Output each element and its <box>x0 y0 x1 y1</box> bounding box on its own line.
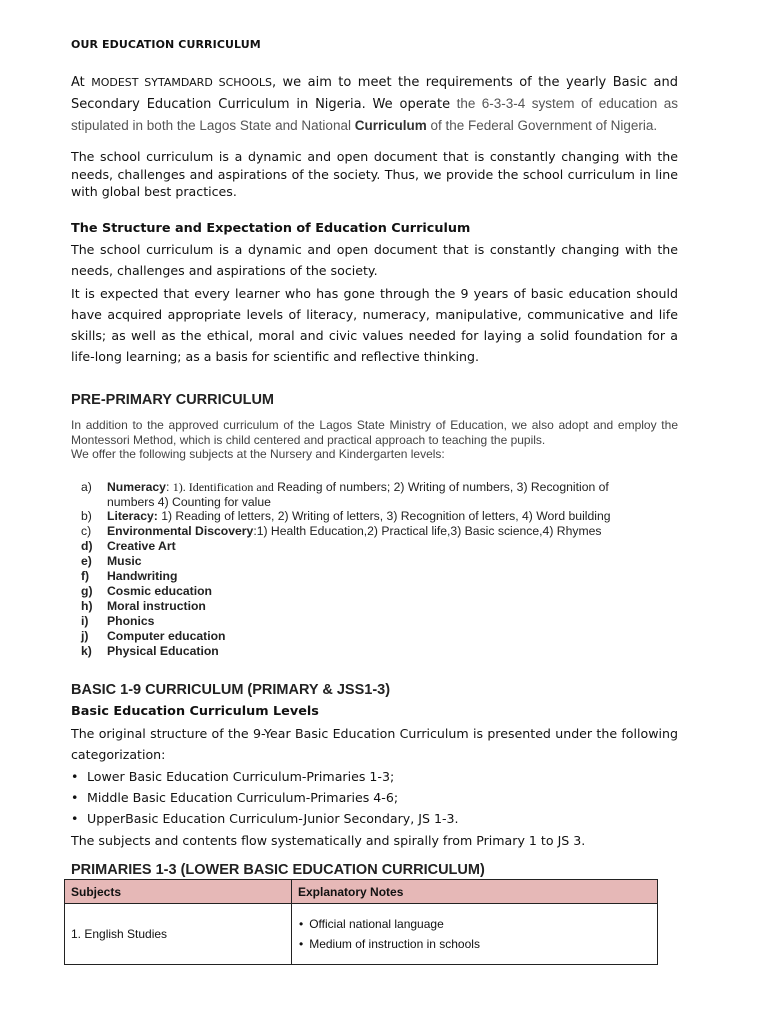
list-item: f) Handwriting <box>81 569 178 583</box>
col-subjects-header: Subjects <box>65 880 292 904</box>
note-item: • Official national language <box>312 914 651 934</box>
table-header-row <box>65 880 658 904</box>
table-row <box>65 904 658 965</box>
preprimary-paragraph-1: In addition to the approved curriculum of the Lagos State Ministry of Education, we also adopt and employ the Montessori Method, which is child centered and practical approach to teaching the pupils. <box>71 418 678 447</box>
school-name: MODEST SYTAMDARD SCHOOLS <box>91 76 272 89</box>
bullet-item: • Lower Basic Education Curriculum-Primaries 1-3; <box>71 769 395 784</box>
note-item: • Medium of instruction in schools <box>312 934 651 954</box>
structure-paragraph-1: The school curriculum is a dynamic and open document that is constantly changing with the needs, challenges and aspirations of the society. <box>71 242 678 278</box>
structure-paragraph-2: It is expected that every learner who has gone through the 9 years of basic education should have acquired appropriate levels of literacy, numeracy, manipulative, communicative and life skills; as well as the ethical, moral and civic values needed for laying a solid foundation for a life-long learning; as a basis for scientific and reflective thinking. <box>71 286 678 364</box>
primaries-heading: PRIMARIES 1-3 (LOWER BASIC EDUCATION CURRICULUM) <box>71 862 485 878</box>
basic-paragraph-2: The subjects and contents flow systematically and spirally from Primary 1 to JS 3. <box>71 833 586 848</box>
list-item: c) Environmental Discovery:1) Health Education,2) Practical life,3) Basic science,4) Rhymes <box>81 524 602 538</box>
bullet-item: • UpperBasic Education Curriculum-Junior Secondary, JS 1-3. <box>71 811 459 826</box>
basic-heading: BASIC 1-9 CURRICULUM (PRIMARY & JSS1-3) <box>71 682 391 698</box>
list-item: k) Physical Education <box>81 644 219 658</box>
list-item: j) Computer education <box>81 629 226 643</box>
basic-paragraph-1: The original structure of the 9-Year Basic Education Curriculum is presented under the following categorization: <box>71 726 678 762</box>
subject-cell: 1. English Studies <box>65 904 292 965</box>
bullet-item: • Middle Basic Education Curriculum-Primaries 4-6; <box>71 790 399 805</box>
list-item: h) Moral instruction <box>81 599 206 613</box>
structure-heading: The Structure and Expectation of Education Curriculum <box>71 221 471 236</box>
list-item: d) Creative Art <box>81 539 176 553</box>
curriculum-paragraph: The school curriculum is a dynamic and open document that is constantly changing with the needs, challenges and aspirations of the society. Thus, we provide the school curriculum in line with global best practices. <box>71 149 678 199</box>
preprimary-paragraph-2: We offer the following subjects at the Nursery and Kindergarten levels: <box>71 447 445 461</box>
list-item: e) Music <box>81 554 142 568</box>
col-notes-header: Explanatory Notes <box>292 880 658 904</box>
preprimary-heading: PRE-PRIMARY CURRICULUM <box>71 392 274 408</box>
list-item: b) Literacy: 1) Reading of letters, 2) Writing of letters, 3) Recognition of letters, 4) Word building <box>81 509 611 523</box>
list-item: a) Numeracy: 1). Identification and Reading of numbers; 2) Writing of numbers, 3) Recognition of <box>81 480 609 494</box>
list-item: g) Cosmic education <box>81 584 212 598</box>
list-item-continuation: numbers 4) Counting for value <box>107 495 271 509</box>
preprimary-subject-list <box>81 480 678 659</box>
notes-cell <box>292 904 658 965</box>
intro-paragraph: At MODEST SYTAMDARD SCHOOLS, we aim to meet the requirements of the yearly Basic and Secondary Education Curriculum in Nigeria. We operate the 6-3-3-4 system of education as stipulated in both the Lagos State and National Curriculum of the Federal Government of Nigeria. <box>71 75 679 133</box>
basic-subheading: Basic Education Curriculum Levels <box>71 704 319 719</box>
list-item: i) Phonics <box>81 614 155 628</box>
curriculum-table <box>64 879 658 965</box>
document-title: OUR EDUCATION CURRICULUM <box>71 38 261 51</box>
